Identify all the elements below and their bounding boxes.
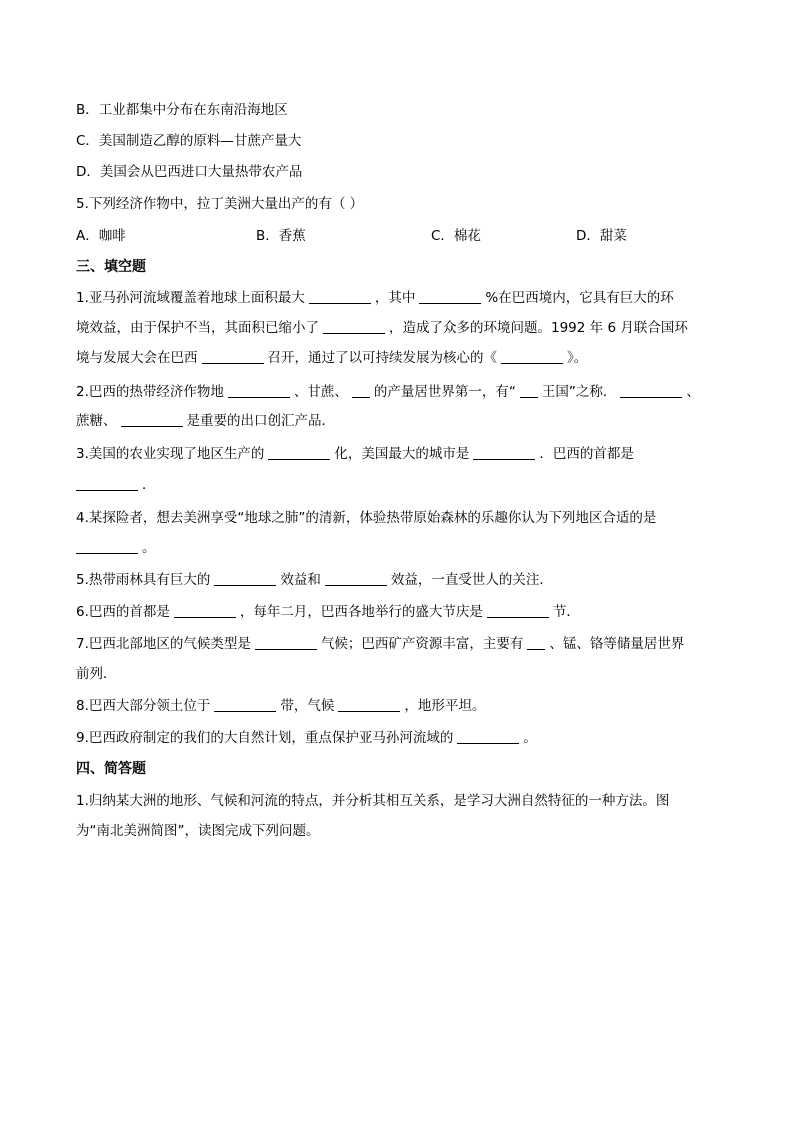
fill-q2-text: 2.巴西的热带经济作物地: [76, 384, 224, 400]
fill-q2-text: 的产量居世界第一，有“: [373, 384, 516, 400]
fill-q3-line1: [76, 444, 634, 464]
fill-q2-text: 、: [686, 384, 700, 400]
q5-options-row: [76, 226, 676, 246]
answer-blank: [338, 697, 400, 712]
fill-q1-text: ，其中: [374, 290, 416, 306]
fill-q4-line1: [76, 508, 656, 528]
answer-blank: [121, 412, 183, 427]
answer-blank: [520, 383, 538, 398]
fill-q8-line: [76, 696, 485, 716]
answer-blank: [214, 571, 276, 586]
short-answer-q1-line1: 1.归纳某大洲的地形、气候和河流的特点，并分析其相互关系，是学习大洲自然特征的一种方法。图: [76, 793, 670, 809]
fill-q1-text: 1.亚马孙河流域覆盖着地球上面积最大: [76, 290, 305, 306]
fill-q1-text: ，造成了众多的环境问题。1992 年 6 月联合国环: [389, 320, 688, 336]
answer-blank: [473, 445, 535, 460]
fill-q6-text: 6.巴西的首都是: [76, 604, 170, 620]
answer-blank: [457, 729, 519, 744]
section-4-title: 四、简答题: [76, 761, 146, 777]
fill-q7-text: 气候；巴西矿产资源丰富，主要有: [320, 636, 524, 652]
q5-stem: 5.下列经济作物中，拉丁美洲大量出产的有（ ）: [76, 196, 364, 212]
answer-blank: [501, 349, 563, 364]
answer-blank: [527, 635, 545, 650]
answer-blank: [620, 383, 682, 398]
answer-blank: [487, 603, 549, 618]
fill-q3-text: ．巴西的首都是: [539, 446, 634, 462]
fill-q8-text: ，地形平坦。: [404, 698, 486, 714]
fill-q3-line2: [76, 475, 156, 495]
fill-q1-text: 境效益，由于保护不当，其面积已缩小了: [76, 320, 319, 336]
fill-q8-text: 8.巴西大部分领土位于: [76, 698, 211, 714]
answer-blank: [228, 383, 290, 398]
fill-q2-line2: [76, 411, 335, 431]
fill-q1-line3: [76, 348, 587, 368]
fill-q1-line1: [76, 288, 674, 308]
answer-blank: [268, 445, 330, 460]
fill-q4-text: 4.某探险者，想去美洲享受“地球之肺”的清新，体验热带原始森林的乐趣你认为下列地区合适的是: [76, 510, 657, 526]
answer-blank: [214, 697, 276, 712]
q5-option-c: C．棉花: [431, 228, 481, 244]
fill-q7-line2: [76, 664, 117, 684]
answer-blank: [325, 571, 387, 586]
fill-q1-text: 境与发展大会在巴西: [76, 350, 198, 366]
fill-q5-text: 5.热带雨林具有巨大的: [76, 572, 211, 588]
fill-q1-text: 召开，通过了以可持续发展为核心的《: [267, 350, 497, 366]
fill-q6-text: ，每年二月，巴西各地举行的盛大节庆是: [239, 604, 483, 620]
fill-q5-text: 效益和: [280, 572, 321, 588]
fill-q3-text: 3.美国的农业实现了地区生产的: [76, 446, 265, 462]
fill-q2-text: 是重要的出口创汇产品．: [186, 413, 335, 429]
fill-q7-text: 7.巴西北部地区的气候类型是: [76, 636, 251, 652]
fill-q2-line1: [76, 382, 700, 402]
fill-q5-text: 效益，一直受世人的关注．: [390, 572, 553, 588]
q5-option-a: A．咖啡: [76, 228, 126, 244]
fill-q5-line: [76, 570, 553, 590]
q4-option-b: B．工业都集中分布在东南沿海地区: [76, 102, 288, 118]
fill-q7-text: 前列．: [76, 666, 117, 682]
fill-q7-line1: [76, 634, 684, 654]
fill-q9-line: [76, 728, 537, 748]
fill-q2-text: 蔗糖、: [76, 413, 117, 429]
answer-blank: [309, 289, 371, 304]
fill-q3-text: ．: [142, 477, 156, 493]
fill-q1-line2: [76, 318, 688, 338]
fill-q6-line: [76, 602, 580, 622]
answer-blank: [255, 635, 317, 650]
answer-blank: [352, 383, 370, 398]
q5-option-d: D．甜菜: [576, 228, 627, 244]
answer-blank: [76, 476, 138, 491]
fill-q9-text: 。: [523, 730, 537, 746]
q4-option-c: C．美国制造乙醇的原料—甘蔗产量大: [76, 133, 302, 149]
fill-q4-text: 。: [142, 540, 156, 556]
fill-q6-text: 节．: [552, 604, 580, 620]
fill-q2-text: 、甘蔗、: [293, 384, 348, 400]
answer-blank: [76, 539, 138, 554]
fill-q2-text: 王国”之称．: [541, 384, 617, 400]
fill-q4-line2: [76, 538, 156, 558]
short-answer-q1-line2: 为“南北美洲简图”，读图完成下列问题。: [76, 823, 320, 839]
fill-q1-text: %在巴西境内，它具有巨大的环: [485, 290, 674, 306]
answer-blank: [323, 319, 385, 334]
fill-q8-text: 带，气候: [280, 698, 335, 714]
fill-q7-text: 、锰、铬等储量居世界: [549, 636, 685, 652]
answer-blank: [202, 349, 264, 364]
q4-option-d: D．美国会从巴西进口大量热带农产品: [76, 164, 303, 180]
answer-blank: [419, 289, 481, 304]
fill-q1-text: 》。: [567, 350, 588, 366]
section-3-title: 三、填空题: [76, 259, 146, 275]
fill-q9-text: 9.巴西政府制定的我们的大自然计划，重点保护亚马孙河流域的: [76, 730, 454, 746]
answer-blank: [174, 603, 236, 618]
fill-q3-text: 化，美国最大的城市是: [334, 446, 470, 462]
q5-option-b: B．香蕉: [256, 228, 306, 244]
